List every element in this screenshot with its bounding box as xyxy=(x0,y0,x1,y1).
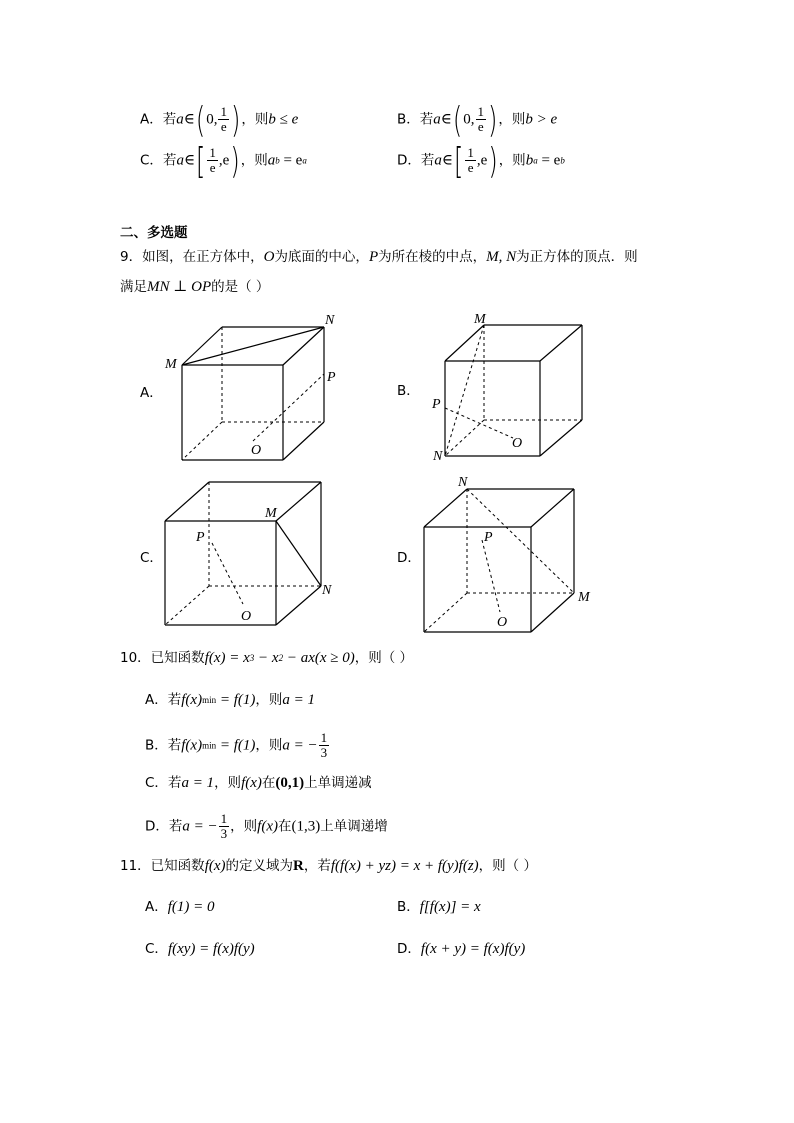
label-m: M xyxy=(265,506,277,521)
label-p: P xyxy=(327,370,336,385)
label-p: P xyxy=(484,530,493,545)
figure-d-label: D． xyxy=(397,550,421,566)
q10-option-d: D．若a = − $\frac{1}{3}$ ，则f(x)在(1,3)上单调递增 xyxy=(145,811,388,841)
q8-option-a: A．若a∈(0, $\frac{1}{e}$ )，则b ≤ e xyxy=(140,98,299,141)
label-n: N xyxy=(325,313,335,328)
q8-option-c: C．若a∈[ $\frac{1}{e}$ ,e)，则ab = ea xyxy=(140,139,307,182)
label-o: O xyxy=(512,436,523,451)
q11-option-b: B．f[f(x)] = x xyxy=(397,899,481,915)
q10-option-c: C．若a = 1，则f(x)在(0,1)上单调递减 xyxy=(145,775,372,791)
q10-option-a: A．若f(x)min = f(1)，则a = 1 xyxy=(145,692,315,708)
cube-figure-a xyxy=(160,310,360,470)
q9-stem-line2: 满足MN ⊥ OP的是（ ） xyxy=(120,279,270,295)
q10-stem: 10．已知函数f(x) = x3 − x2 − ax(x ≥ 0)，则（ ） xyxy=(120,650,414,666)
label-m: M xyxy=(165,357,177,372)
q11-stem: 11．已知函数f(x)的定义域为R，若f(f(x) + yz) = x + f(y)f(z)，则（ ） xyxy=(120,858,537,874)
figure-c-label: C． xyxy=(140,550,163,566)
q10-option-b: B．若f(x)min = f(1)，则a = − $\frac{1}{3}$ xyxy=(145,730,328,760)
q11-option-d: D．f(x + y) = f(x)f(y) xyxy=(397,941,526,957)
cube-figure-b xyxy=(420,305,600,465)
cube-figure-c xyxy=(155,475,345,635)
label-o: O xyxy=(251,443,262,458)
figure-b-label: B． xyxy=(397,383,420,399)
q11-option-c: C．f(xy) = f(x)f(y) xyxy=(145,941,255,957)
label-m: M xyxy=(474,312,486,327)
label-n: N xyxy=(458,475,468,490)
label-o: O xyxy=(497,615,508,630)
label-p: P xyxy=(196,530,205,545)
q11-option-a: A．f(1) = 0 xyxy=(145,899,215,915)
label-n: N xyxy=(433,449,443,464)
section-heading: 二、多选题 xyxy=(120,225,188,241)
figure-a-label: A． xyxy=(140,385,163,401)
label-o: O xyxy=(241,609,252,624)
q8-option-d: D．若a∈[ $\frac{1}{e}$ ,e)，则ba = eb xyxy=(397,139,565,182)
q9-stem-line1: 9．如图，在正方体中，O为底面的中心，P为所在棱的中点，M, N为正方体的顶点．则 xyxy=(120,249,638,265)
label-p: P xyxy=(432,397,441,412)
label-n: N xyxy=(322,583,332,598)
cube-figure-d xyxy=(415,470,600,635)
q8-option-b: B．若a∈(0, $\frac{1}{e}$ )，则b > e xyxy=(397,98,558,141)
label-m: M xyxy=(578,590,590,605)
